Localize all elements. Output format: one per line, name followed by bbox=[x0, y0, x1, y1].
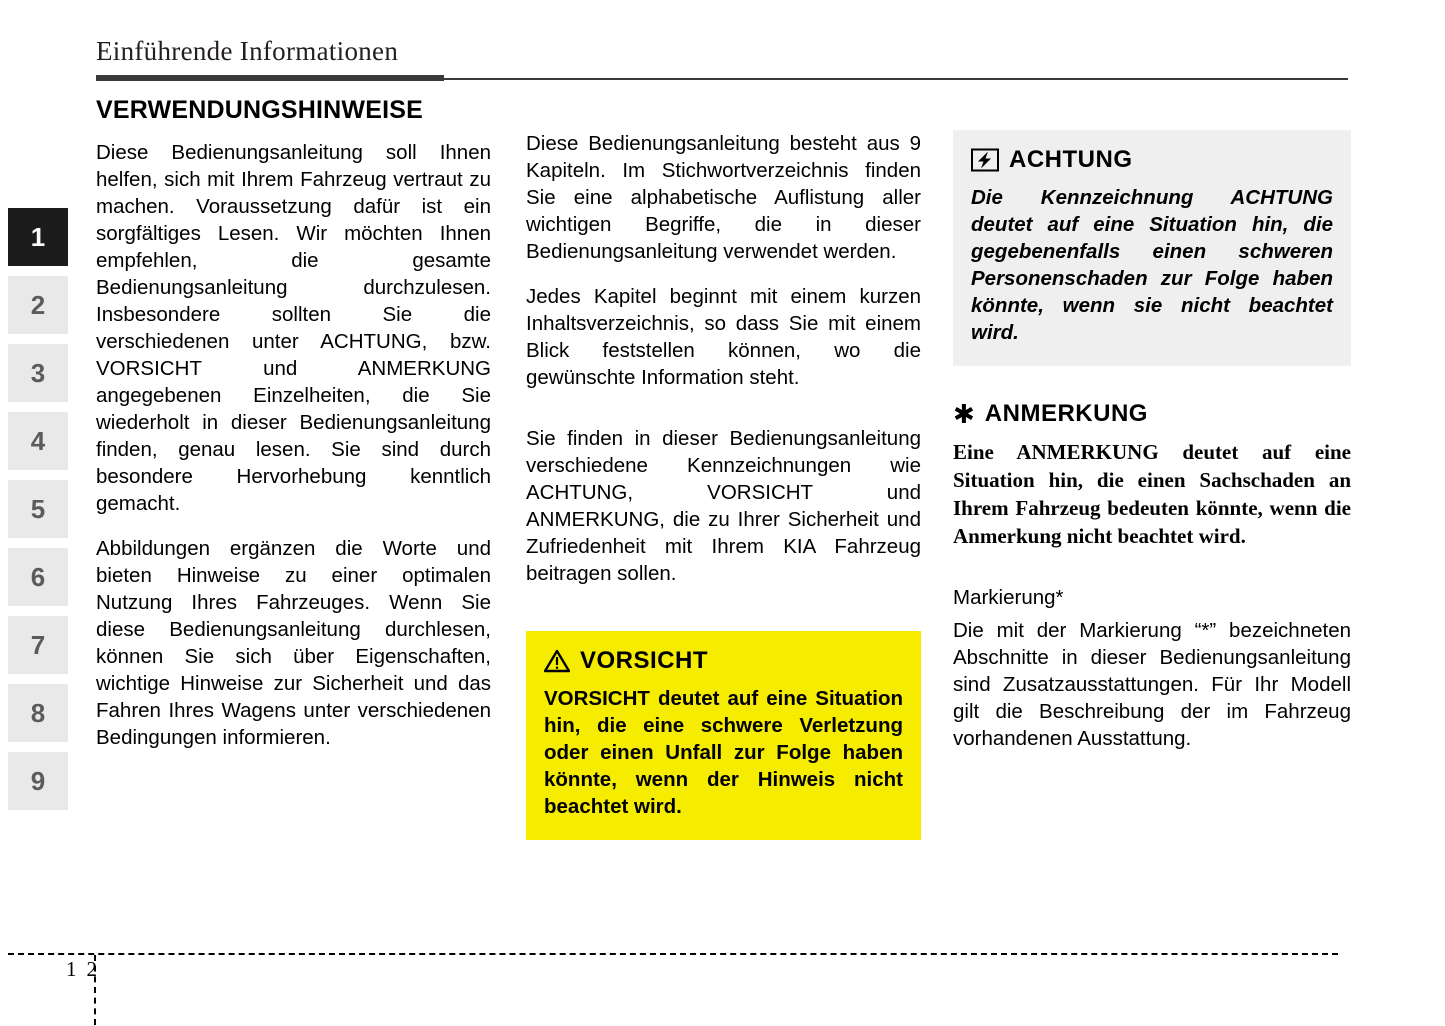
paragraph: Diese Bedienungsanleitung besteht aus 9 Kapiteln. Im Stichwortverzeichnis finden Sie eine alphabetische Auflistung aller wichtigen Begriffe, die in dieser Bedienungsanleitung verwendet werden. bbox=[526, 132, 921, 263]
callout-spacer bbox=[953, 366, 1351, 400]
column-3 bbox=[953, 96, 1351, 752]
vorsicht-header bbox=[544, 647, 903, 675]
body-columns bbox=[96, 96, 1351, 896]
vorsicht-label: VORSICHT bbox=[580, 647, 709, 674]
vorsicht-text: VORSICHT deutet auf eine Situation hin, die eine schwere Verletzung oder einen Unfall zur Folge haben könnte, wenn der Hinweis nicht beachtet wird. bbox=[544, 687, 903, 818]
chapter-tab-label: 6 bbox=[30, 561, 46, 592]
paragraph: Jedes Kapitel beginnt mit einem kurzen Inhaltsverzeichnis, so dass Sie mit einem Blick feststellen können, wo die gewünschte Information steht. bbox=[526, 285, 921, 389]
footer-rule bbox=[8, 953, 1338, 955]
chapter-tab-7[interactable] bbox=[8, 616, 68, 674]
achtung-label: ACHTUNG bbox=[1009, 146, 1133, 173]
paragraph: Diese Bedienungsanleitung soll Ihnen helfen, sich mit Ihrem Fahrzeug vertraut zu machen. Voraussetzung dafür ist ein sorgfältiges Lesen. Wir möchten Ihnen empfehlen, die gesamte Bedienungsanleitung durchzulesen. Insbesondere sollten Sie die verschiedenen unter ACHTUNG, bzw. VORSICHT und ANMERKUNG angegebenen Einzelheiten, die Sie wiederholt in dieser Bedienungsanleitung finden, genau lesen. Sie sind durch besondere Hervorhebung kenntlich gemacht. bbox=[96, 141, 491, 515]
chapter-tab-label: 5 bbox=[30, 493, 46, 524]
column-2 bbox=[526, 96, 921, 840]
chapter-tab-2[interactable] bbox=[8, 276, 68, 334]
chapter-tab-list bbox=[8, 208, 68, 820]
chapter-tab-label: 8 bbox=[30, 697, 46, 728]
anmerkung-label: ANMERKUNG bbox=[984, 400, 1148, 427]
page-title: Einführende Informationen bbox=[96, 36, 399, 66]
anmerkung-header bbox=[953, 400, 1351, 428]
paragraph: Abbildungen ergänzen die Worte und bieten Hinweise zu einer optimalen Nutzung Ihres Fahrzeuges. Wenn Sie diese Bedienungsanleitung durchlesen, können Sie sich über Eigenschaften, wichtige Hinweise zur Sicherheit und das Fahren Ihres Wagens unter verschiedenen Bedingungen informieren. bbox=[96, 537, 491, 749]
paragraph: Sie finden in dieser Bedienungsanleitung verschiedene Kennzeichnungen wie ACHTUNG, VORSICHT und ANMERKUNG, die zu Ihrer Sicherheit und Zufriedenheit mit Ihrem KIA Fahrzeug beitragen sollen. bbox=[526, 427, 921, 585]
section-title: VERWENDUNGSHINWEISE bbox=[96, 96, 423, 124]
markierung-text: Die mit der Markierung “*” bezeichneten Abschnitte in dieser Bedienungsanleitung sind Zusatzausstattungen. Für Ihr Modell gilt die Beschreibung der im Fahrzeug vorhandenen Ausstattung. bbox=[953, 619, 1351, 750]
chapter-tab-6[interactable] bbox=[8, 548, 68, 606]
chapter-tab-9[interactable] bbox=[8, 752, 68, 810]
chapter-tab-5[interactable] bbox=[8, 480, 68, 538]
page-footer bbox=[66, 957, 97, 982]
achtung-header bbox=[971, 146, 1333, 174]
achtung-callout bbox=[953, 130, 1351, 366]
chapter-tab-label: 7 bbox=[30, 629, 46, 660]
asterisk-icon: ✱ bbox=[953, 399, 975, 429]
column-1 bbox=[96, 96, 491, 751]
header-rule-thin bbox=[96, 78, 1348, 80]
paragraph-spacer bbox=[526, 409, 921, 425]
anmerkung-text: Eine ANMERKUNG deutet auf eine Situation hin, die einen Sachschaden an Ihrem Fahrzeug bedeuten könnte, wenn die Anmerkung nicht beachtet wird. bbox=[953, 440, 1351, 548]
footer-page-number: 2 bbox=[86, 957, 97, 981]
page-header bbox=[96, 36, 1348, 71]
vorsicht-callout bbox=[526, 631, 921, 840]
markierung-label: Markierung* bbox=[953, 586, 1064, 609]
chapter-tab-1[interactable] bbox=[8, 208, 68, 266]
callout-spacer bbox=[526, 605, 921, 631]
column-top-spacer bbox=[953, 96, 1351, 130]
footer-chapter-number: 1 bbox=[66, 957, 77, 981]
column-top-spacer bbox=[526, 96, 921, 130]
achtung-text: Die Kennzeichnung ACHTUNG deutet auf eine Situation hin, die gegebenenfalls einen schweren Personenschaden zur Folge haben könnte, wenn sie nicht beachtet wird. bbox=[971, 186, 1333, 344]
chapter-tab-label: 3 bbox=[30, 357, 46, 388]
chapter-tab-4[interactable] bbox=[8, 412, 68, 470]
chapter-tab-8[interactable] bbox=[8, 684, 68, 742]
chapter-tab-label: 1 bbox=[30, 221, 46, 252]
chapter-tab-3[interactable] bbox=[8, 344, 68, 402]
warning-triangle-icon bbox=[544, 649, 570, 673]
markierung-spacer bbox=[953, 550, 1351, 584]
lightning-bolt-icon bbox=[971, 148, 999, 172]
chapter-tab-label: 2 bbox=[30, 289, 46, 320]
chapter-tab-label: 4 bbox=[30, 425, 46, 456]
chapter-tab-label: 9 bbox=[30, 765, 46, 796]
